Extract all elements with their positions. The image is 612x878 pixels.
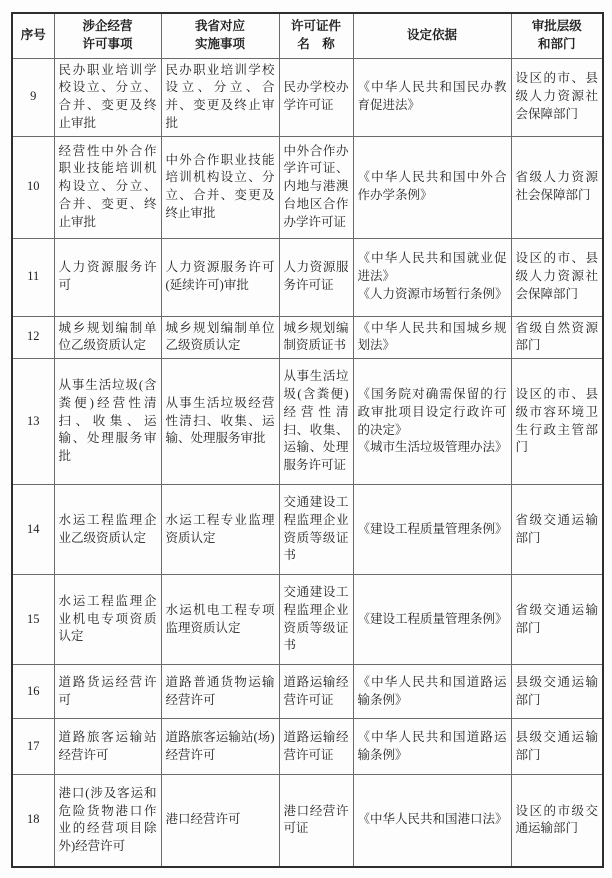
- cell-licensing-item: 民办职业培训学校设立、分立、合并、变更及终止审批: [54, 58, 161, 136]
- header-legal-basis: 设定依据: [353, 13, 511, 58]
- cell-approval-dept: 省级交通运输部门: [511, 485, 603, 575]
- cell-legal-basis: [353, 775, 511, 867]
- header-province-impl: [161, 13, 279, 58]
- cell-license-name: 交通建设工程监理企业资质等级证书: [279, 575, 353, 665]
- cell-seq: 15: [12, 575, 54, 665]
- cell-approval-dept: 县级交通运输部门: [511, 719, 603, 775]
- table-row: [12, 58, 603, 136]
- cell-legal-basis: [353, 719, 511, 775]
- cell-province-impl: 港口经营许可: [161, 775, 279, 867]
- legal-basis-entry: 《中华人民共和国中外合作办学条例》: [357, 170, 507, 202]
- cell-seq: 18: [12, 775, 54, 867]
- cell-province-impl: 水运工程专业监理资质认定: [161, 485, 279, 575]
- cell-approval-dept: 设区的市、县级人力资源社会保障部门: [511, 238, 603, 316]
- cell-licensing-item: 城乡规划编制单位乙级资质认定: [54, 316, 161, 359]
- cell-licensing-item: 从事生活垃圾(含粪便)经营性清扫、收集、运输、处理服务审批: [54, 359, 161, 485]
- cell-licensing-item: 经营性中外合作职业技能培训机构设立、分立、合并、变更、终止审批: [54, 136, 161, 238]
- cell-license-name: 从事生活垃圾(含粪便)经营性清扫、收集、运输、处理服务许可证: [279, 359, 353, 485]
- cell-license-name: 道路运输经营许可证: [279, 719, 353, 775]
- cell-province-impl: 中外合作职业技能培训机构设立、分立、合并、变更及终止审批: [161, 136, 279, 238]
- table-row: [12, 359, 603, 485]
- legal-basis-entry: 《中华人民共和国民办教育促进法》: [357, 80, 507, 112]
- cell-province-impl: 道路普通货物运输经营许可: [161, 665, 279, 719]
- cell-approval-dept: 设区的市级交通运输部门: [511, 775, 603, 867]
- cell-licensing-item: 水运工程监理企业机电专项资质认定: [54, 575, 161, 665]
- table-header-row: [12, 13, 603, 58]
- table-row: [12, 238, 603, 316]
- header-licensing-item-line1: 涉企经营: [82, 19, 133, 33]
- cell-license-name: 港口经营许可证: [279, 775, 353, 867]
- cell-seq: 17: [12, 719, 54, 775]
- cell-licensing-item: 人力资源服务许可: [54, 238, 161, 316]
- header-approval-dept: [511, 13, 603, 58]
- cell-seq: 14: [12, 485, 54, 575]
- table-row: [12, 719, 603, 775]
- cell-seq: 13: [12, 359, 54, 485]
- cell-license-name: 城乡规划编制资质证书: [279, 316, 353, 359]
- cell-province-impl: 水运机电工程专项监理资质认定: [161, 575, 279, 665]
- cell-license-name: 民办学校办学许可证: [279, 58, 353, 136]
- cell-seq: 12: [12, 316, 54, 359]
- header-license-name-line1: 许可证件: [290, 19, 341, 33]
- cell-licensing-item: 道路货运经营许可: [54, 665, 161, 719]
- header-approval-dept-line2: 和部门: [537, 36, 576, 51]
- cell-license-name: 道路运输经营许可证: [279, 665, 353, 719]
- legal-basis-entry: 《中华人民共和国道路运输条例》: [357, 674, 507, 707]
- cell-legal-basis: [353, 238, 511, 316]
- legal-basis-entry: 《中华人民共和国港口法》: [357, 812, 508, 827]
- cell-approval-dept: 设区的市、县级市容环境卫生行政主管部门: [511, 359, 603, 485]
- cell-seq: 9: [12, 58, 54, 136]
- header-licensing-item: [54, 13, 161, 58]
- header-license-name: [279, 13, 353, 58]
- legal-basis-entry: 《国务院对确需保留的行政审批项目设定行政许可的决定》: [357, 387, 507, 437]
- table-row: [12, 775, 603, 867]
- header-approval-dept-line1: 审批层级: [531, 19, 582, 33]
- cell-license-name: 中外合作办学许可证、内地与港澳台地区合作办学许可证: [279, 136, 353, 238]
- cell-seq: 11: [12, 238, 54, 316]
- cell-seq: 16: [12, 665, 54, 719]
- cell-approval-dept: 省级交通运输部门: [511, 575, 603, 665]
- header-seq: 序号: [12, 13, 54, 58]
- header-license-name-line2: 名 称: [297, 36, 335, 51]
- cell-licensing-item: 道路旅客运输站经营许可: [54, 719, 161, 775]
- cell-province-impl: 从事生活垃圾经营性清扫、收集、运输、处理服务审批: [161, 359, 279, 485]
- header-licensing-item-line2: 许可事项: [82, 36, 133, 51]
- cell-legal-basis: [353, 359, 511, 485]
- legal-basis-entry: 《中华人民共和国城乡规划法》: [357, 320, 507, 353]
- table-row: [12, 316, 603, 359]
- cell-legal-basis: [353, 665, 511, 719]
- legal-basis-entry: 《中华人民共和国道路运输条例》: [357, 729, 507, 762]
- cell-licensing-item: 港口(涉及客运和危险货物港口作业的经营项目除外)经营许可: [54, 775, 161, 867]
- table-row: [12, 665, 603, 719]
- cell-seq: 10: [12, 136, 54, 238]
- cell-legal-basis: [353, 316, 511, 359]
- legal-basis-entry: 《建设工程质量管理条例》: [357, 521, 508, 536]
- header-province-impl-line1: 我省对应: [194, 19, 245, 33]
- cell-approval-dept: 设区的市、县级人力资源社会保障部门: [511, 58, 603, 136]
- cell-license-name: 人力资源服务许可证: [279, 238, 353, 316]
- cell-licensing-item: 水运工程监理企业乙级资质认定: [54, 485, 161, 575]
- cell-approval-dept: 县级交通运输部门: [511, 665, 603, 719]
- cell-approval-dept: 省级自然资源部门: [511, 316, 603, 359]
- header-province-impl-line2: 实施事项: [194, 36, 245, 51]
- cell-legal-basis: [353, 575, 511, 665]
- table-row: [12, 485, 603, 575]
- table-row: [12, 136, 603, 238]
- licensing-matters-table: [11, 12, 604, 868]
- legal-basis-entry: 《城市生活垃圾管理办法》: [357, 440, 508, 455]
- cell-license-name: 交通建设工程监理企业资质等级证书: [279, 485, 353, 575]
- legal-basis-entry: 《人力资源市场暂行条例》: [357, 286, 508, 301]
- cell-province-impl: 民办职业培训学校设立、分立、合并、变更及终止审批: [161, 58, 279, 136]
- cell-province-impl: 道路旅客运输站(场)经营许可: [161, 719, 279, 775]
- table-row: [12, 575, 603, 665]
- cell-legal-basis: [353, 58, 511, 136]
- legal-basis-entry: 《中华人民共和国就业促进法》: [357, 251, 507, 284]
- cell-province-impl: 城乡规划编制单位乙级资质认定: [161, 316, 279, 359]
- legal-basis-entry: 《建设工程质量管理条例》: [357, 611, 508, 626]
- cell-province-impl: 人力资源服务许可(延续许可)审批: [161, 238, 279, 316]
- cell-legal-basis: [353, 485, 511, 575]
- cell-approval-dept: 省级人力资源社会保障部门: [511, 136, 603, 238]
- cell-legal-basis: [353, 136, 511, 238]
